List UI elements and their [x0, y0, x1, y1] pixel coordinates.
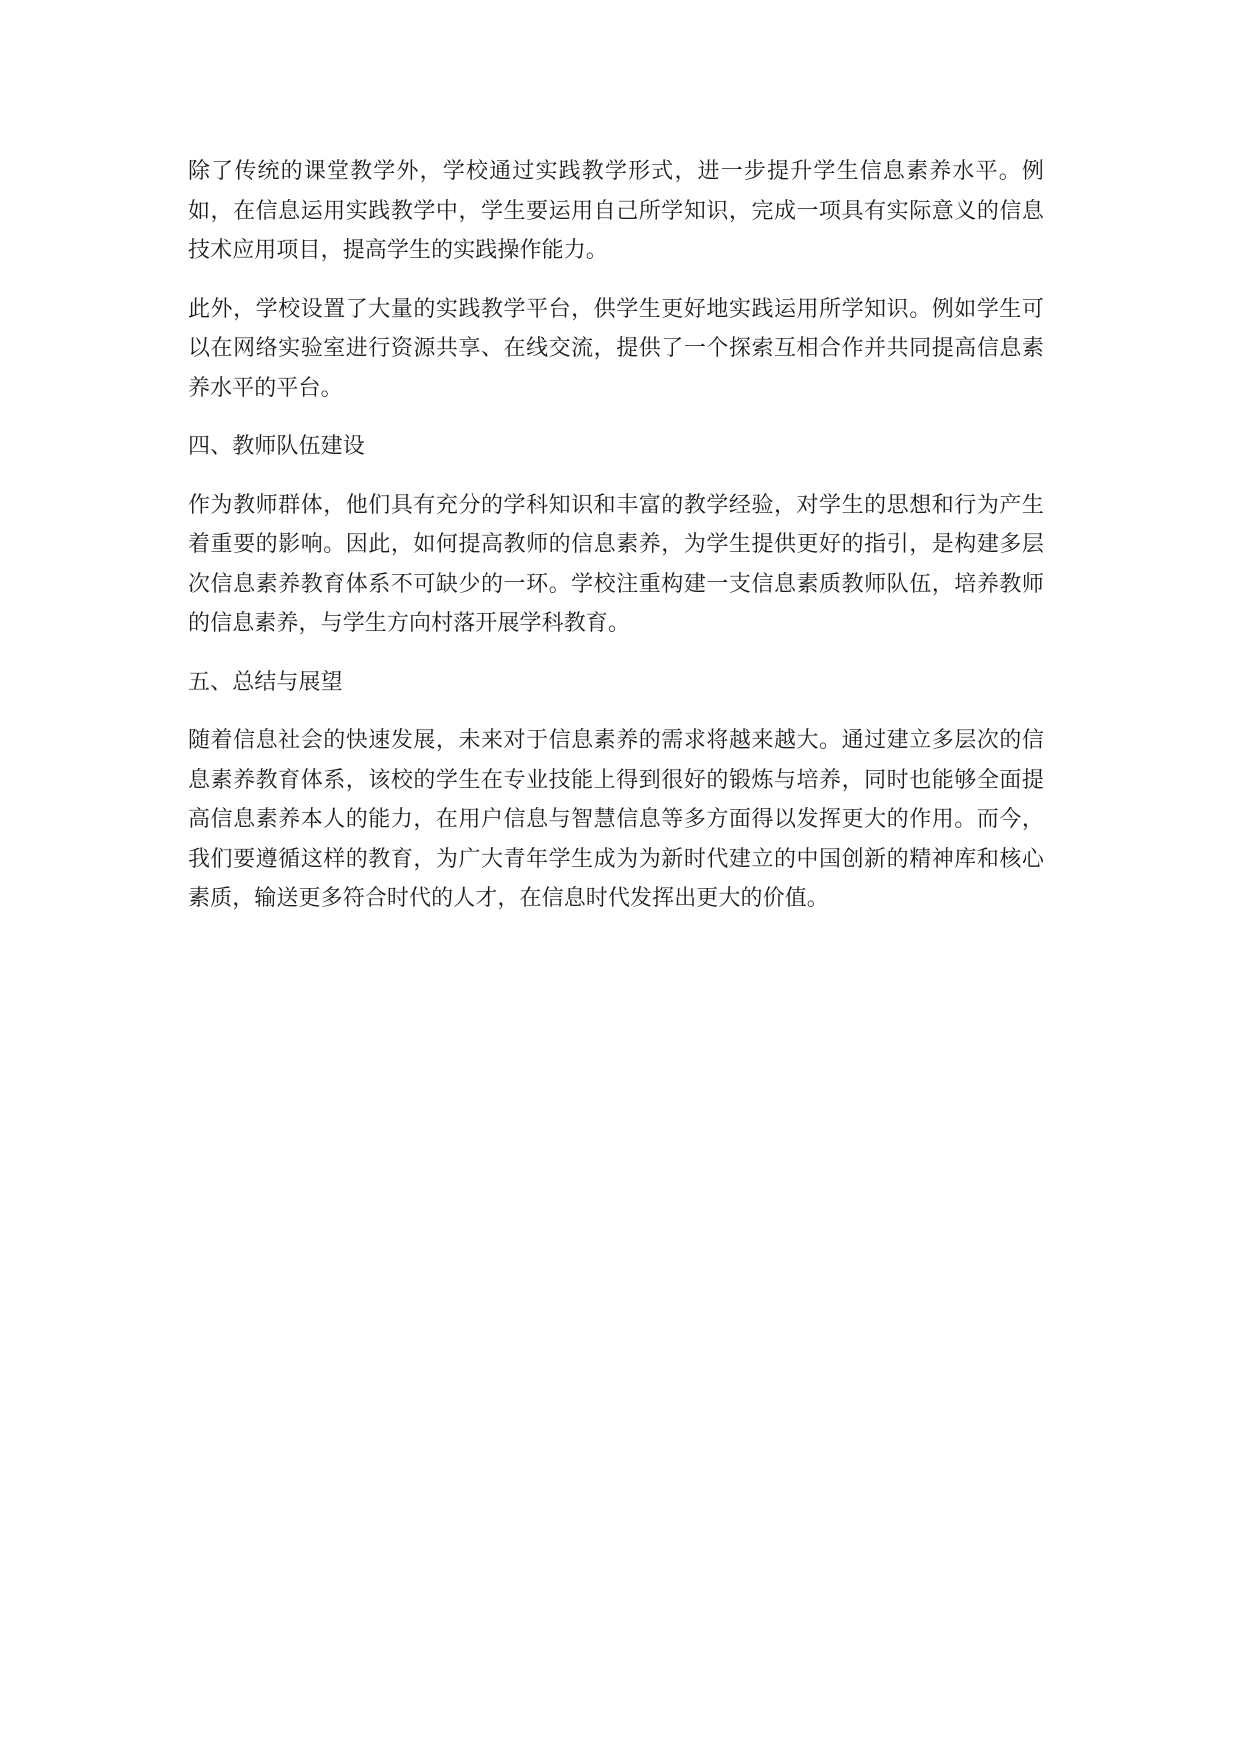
section-heading-summary: 五、总结与展望: [188, 669, 343, 695]
paragraph-practice-platform: 此外，学校设置了大量的实践教学平台，供学生更好地实践运用所学知识。例如学生可以在网络实验室进行资源共享、在线交流，提供了一个探索互相合作并共同提高信息素养水平的平台。: [188, 296, 1044, 401]
paragraph-teacher-team: 作为教师群体，他们具有充分的学科知识和丰富的教学经验，对学生的思想和行为产生着重要的影响。因此，如何提高教师的信息素养，为学生提供更好的指引，是构建多层次信息素养教育体系不可缺少的一环。学校注重构建一支信息素质教师队伍，培养教师的信息素养，与学生方向村落开展学科教育。: [188, 492, 1044, 636]
paragraph-practice-teaching: 除了传统的课堂教学外，学校通过实践教学形式，进一步提升学生信息素养水平。例如，在信息运用实践教学中，学生要运用自己所学知识，完成一项具有实际意义的信息技术应用项目，提高学生的实践操作能力。: [188, 159, 1044, 263]
document-body: [188, 152, 1044, 938]
section-heading-teacher-team: 四、教师队伍建设: [188, 434, 365, 459]
paragraph-summary: 随着信息社会的快速发展，未来对于信息素养的需求将越来越大。通过建立多层次的信息素养教育体系，该校的学生在专业技能上得到很好的锻炼与培养，同时也能够全面提高信息素养本人的能力，在用户信息与智慧信息等多方面得以发挥更大的作用。而今，我们要遵循这样的教育，为广大青年学生成为为新时代建立的中国创新的精神库和核心素质，输送更多符合时代的人才，在信息时代发挥出更大的价值。: [188, 728, 1044, 911]
